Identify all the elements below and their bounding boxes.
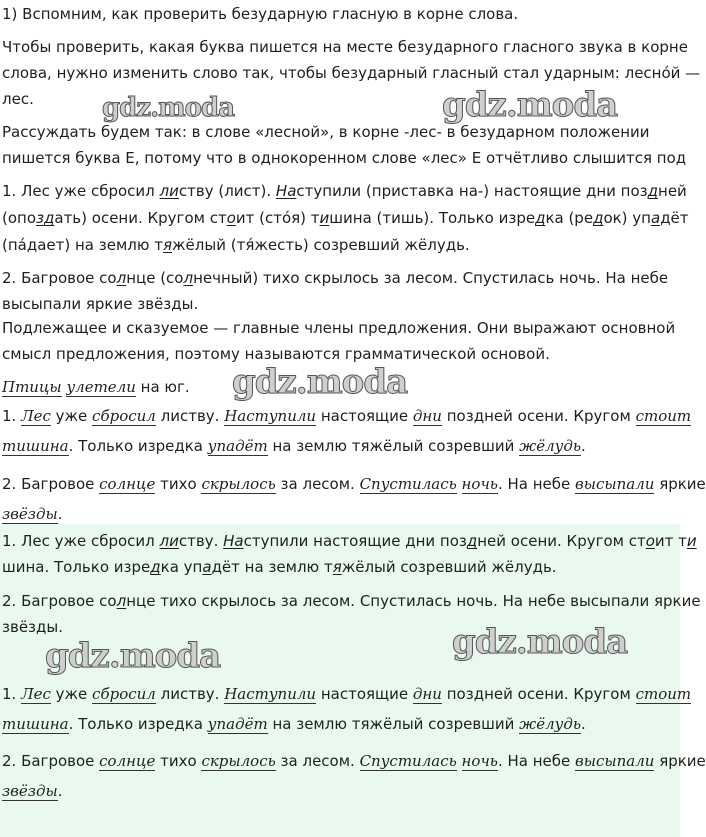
intro-line-5: Рассуждать будем так: в слове «лесной», в корне -лес- в безударном положении xyxy=(2,123,650,141)
p2-line-4: смысл предложения, поэтому называются грамматической основой. xyxy=(2,345,550,363)
p2-line-3: Подлежащее и сказуемое — главные члены предложения. Они выражают основной xyxy=(2,319,676,337)
watermark-logo: gdz.moda xyxy=(232,362,408,402)
g3-line-1: 1. Лес уже сбросил листву. Наступили настоящие дни поздней осени. Кругом стоит xyxy=(2,685,692,703)
intro-line-2: Чтобы проверить, какая буква пишется на месте безударного гласного звука в корне xyxy=(2,38,688,56)
example-line: Птицы улетели на юг. xyxy=(2,378,190,396)
p2-line-1: 2. Багровое солнце (солнечный) тихо скрылось за лесом. Спустилась ночь. На небе xyxy=(2,269,669,287)
g3-line-3: 2. Багровое солнце тихо скрылось за лесом. Спустилась ночь. На небе высыпали яркие xyxy=(2,752,706,770)
intro-line-3: слова, нужно изменить слово так, чтобы безударный гласный стал ударным: лесно́й — xyxy=(2,64,701,82)
g3-line-2: тишина. Только изредка упадёт на землю тяжёлый созревший жёлудь. xyxy=(2,715,586,733)
g1-line-1: 1. Лес уже сбросил листву. Наступили настоящие дни поздней осени. Кругом стоит xyxy=(2,407,692,425)
watermark-logo: gdz.moda xyxy=(45,636,221,676)
p1-line-1: 1. Лес уже сбросил листву (лист). Наступили (приставка на-) настоящие дни поздней xyxy=(2,182,687,200)
g1-line-3: 2. Багровое солнце тихо скрылось за лесом. Спустилась ночь. На небе высыпали яркие xyxy=(2,475,706,493)
p1-line-2: (опоздать) осени. Кругом стоит (сто́я) тишина (тишь). Только изредка (редок) упадёт xyxy=(2,209,689,227)
intro-line-4: лес. xyxy=(2,90,34,108)
g2-line-2: шина. Только изредка упадёт на землю тяжёлый созревший жёлудь. xyxy=(2,558,557,576)
p1-line-3: (па́дает) на землю тяжёлый (тя́жесть) созревший жёлудь. xyxy=(2,236,470,254)
g1-line-4: звёзды. xyxy=(2,505,63,523)
intro-line-6: пишется буква Е, потому что в однокоренном слове «лес» Е отчётливо слышится под xyxy=(2,149,687,167)
p2-line-2: высыпали яркие звёзды. xyxy=(2,295,199,313)
watermark-logo: gdz.moda xyxy=(102,93,235,123)
intro-line-1: 1) Вспомним, как проверить безударную гласную в корне слова. xyxy=(2,5,519,23)
watermark-logo: gdz.moda xyxy=(452,622,628,662)
g2-line-3: 2. Багровое солнце тихо скрылось за лесом. Спустилась ночь. На небе высыпали яркие xyxy=(2,592,701,610)
g3-line-4: звёзды. xyxy=(2,782,63,800)
g2-line-1: 1. Лес уже сбросил листву. Наступили настоящие дни поздней осени. Кругом стоит ти xyxy=(2,532,697,550)
g2-line-4: звёзды. xyxy=(2,618,64,636)
watermark-logo: gdz.moda xyxy=(442,85,618,125)
g1-line-2: тишина. Только изредка упадёт на землю тяжёлый созревший жёлудь. xyxy=(2,437,586,455)
